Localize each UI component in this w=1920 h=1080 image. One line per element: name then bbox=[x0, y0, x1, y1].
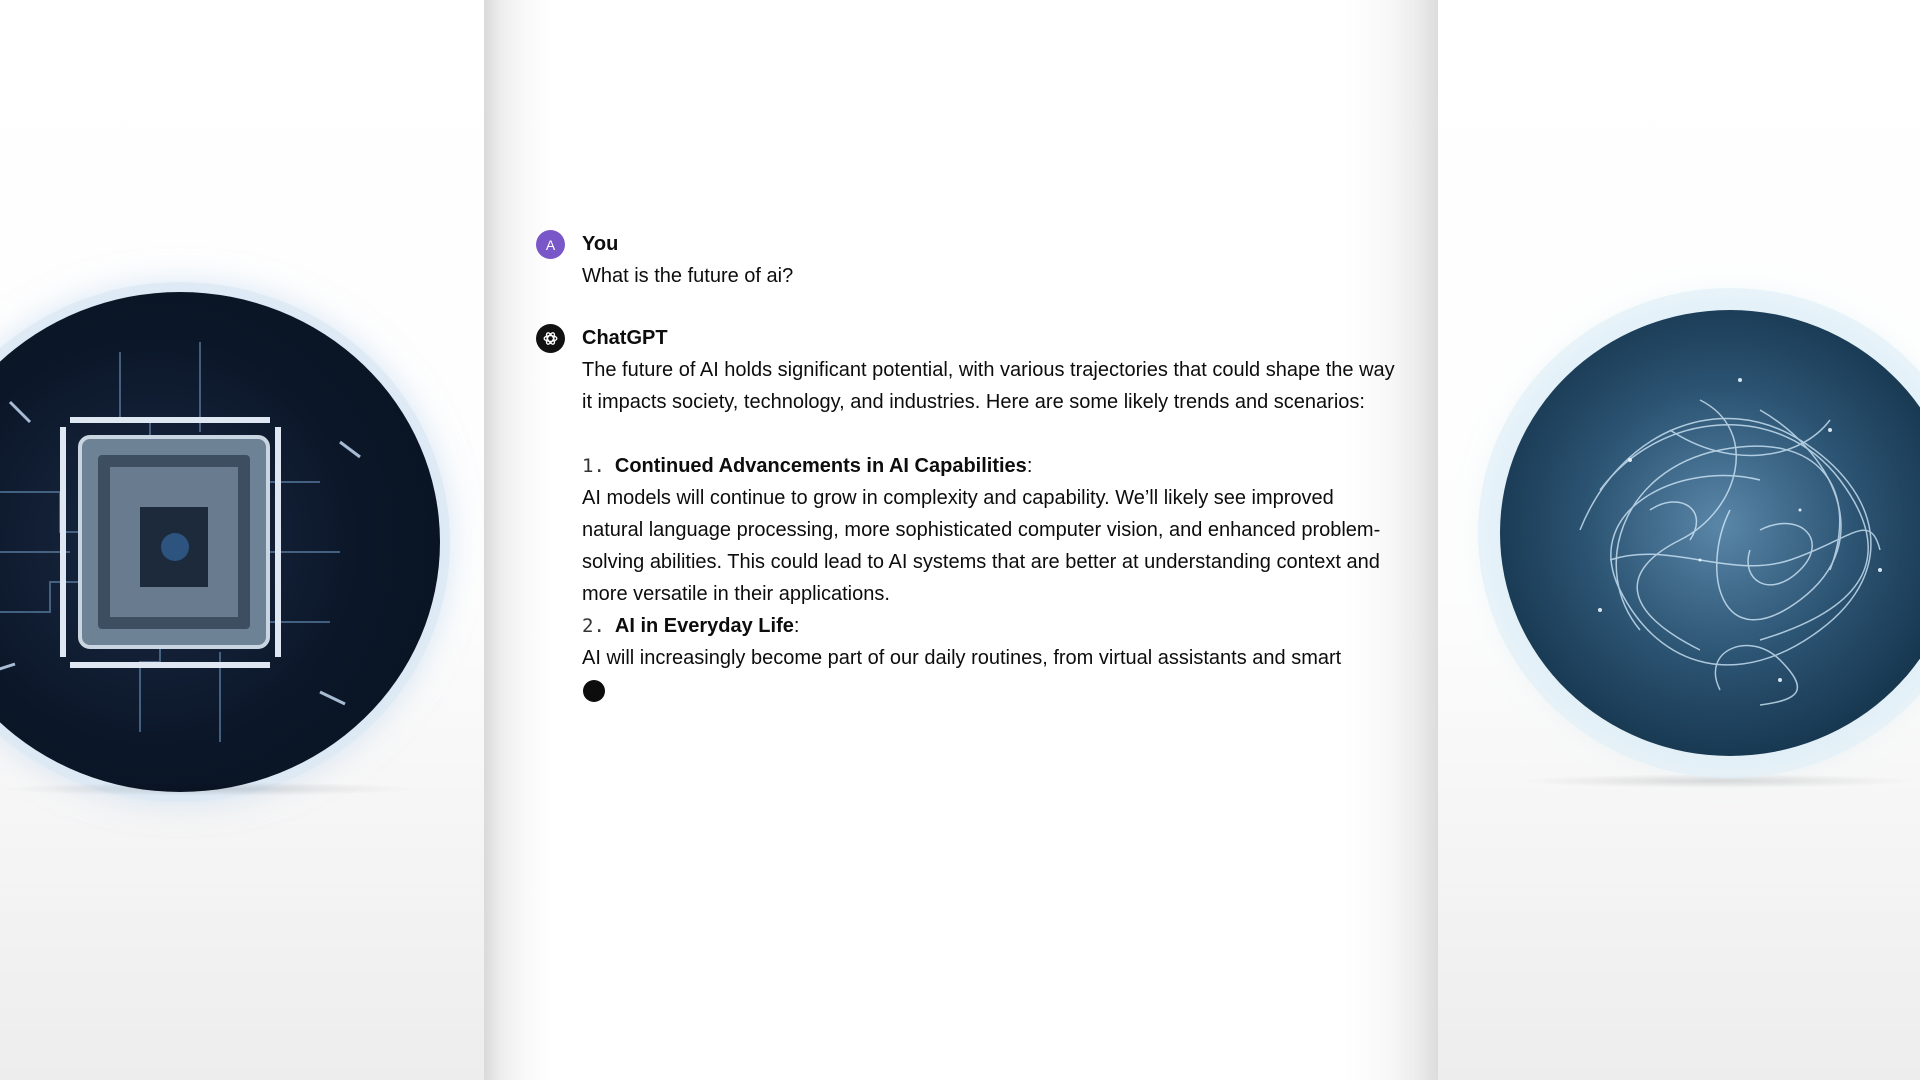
list-item-number: 1. bbox=[582, 455, 605, 477]
user-message-text: What is the future of ai? bbox=[582, 265, 794, 287]
list-item-colon: : bbox=[793, 615, 800, 637]
list-item-heading bbox=[582, 610, 1396, 642]
neural-network-globe-image bbox=[1500, 310, 1920, 756]
chat-window bbox=[484, 0, 1438, 1080]
user-avatar bbox=[536, 230, 565, 259]
left-orb-shadow bbox=[0, 782, 420, 796]
list-item-body: AI will increasingly become part of our daily routines, from virtual assistants and smart bbox=[582, 647, 1342, 669]
right-orb-shadow bbox=[1518, 774, 1918, 788]
chip-illustration bbox=[0, 292, 440, 792]
openai-knot-icon bbox=[541, 329, 560, 348]
list-item-body: AI models will continue to grow in complexity and capability. We’ll likely see improved natural language processing, more sophisticated computer vision, and enhanced problem-solving abilities. This could lead to AI systems that are better at understanding context and more versatile in their applications. bbox=[582, 487, 1381, 605]
user-message bbox=[536, 228, 1396, 292]
assistant-message bbox=[536, 322, 1396, 702]
neural-swirl-illustration bbox=[1500, 310, 1920, 756]
list-item-colon: : bbox=[1026, 455, 1033, 477]
list-item-number: 2. bbox=[582, 615, 605, 637]
assistant-author-name: ChatGPT bbox=[582, 327, 668, 349]
typing-cursor-dot bbox=[583, 680, 605, 702]
left-decor-panel bbox=[0, 0, 484, 1080]
user-avatar-letter: A bbox=[545, 236, 556, 253]
conversation-thread bbox=[536, 228, 1396, 702]
circuit-chip-image bbox=[0, 292, 440, 792]
assistant-intro: The future of AI holds significant potential, with various trajectories that could shape the way it impacts society, technology, and industries. Here are some likely trends and scenarios: bbox=[582, 359, 1395, 413]
openai-logo-icon bbox=[536, 324, 565, 353]
assistant-response bbox=[582, 354, 1396, 702]
list-item-title: AI in Everyday Life bbox=[614, 615, 794, 637]
user-author-name: You bbox=[582, 233, 619, 255]
list-item-title: Continued Advancements in AI Capabilities bbox=[614, 455, 1027, 477]
list-item-heading bbox=[582, 450, 1396, 482]
